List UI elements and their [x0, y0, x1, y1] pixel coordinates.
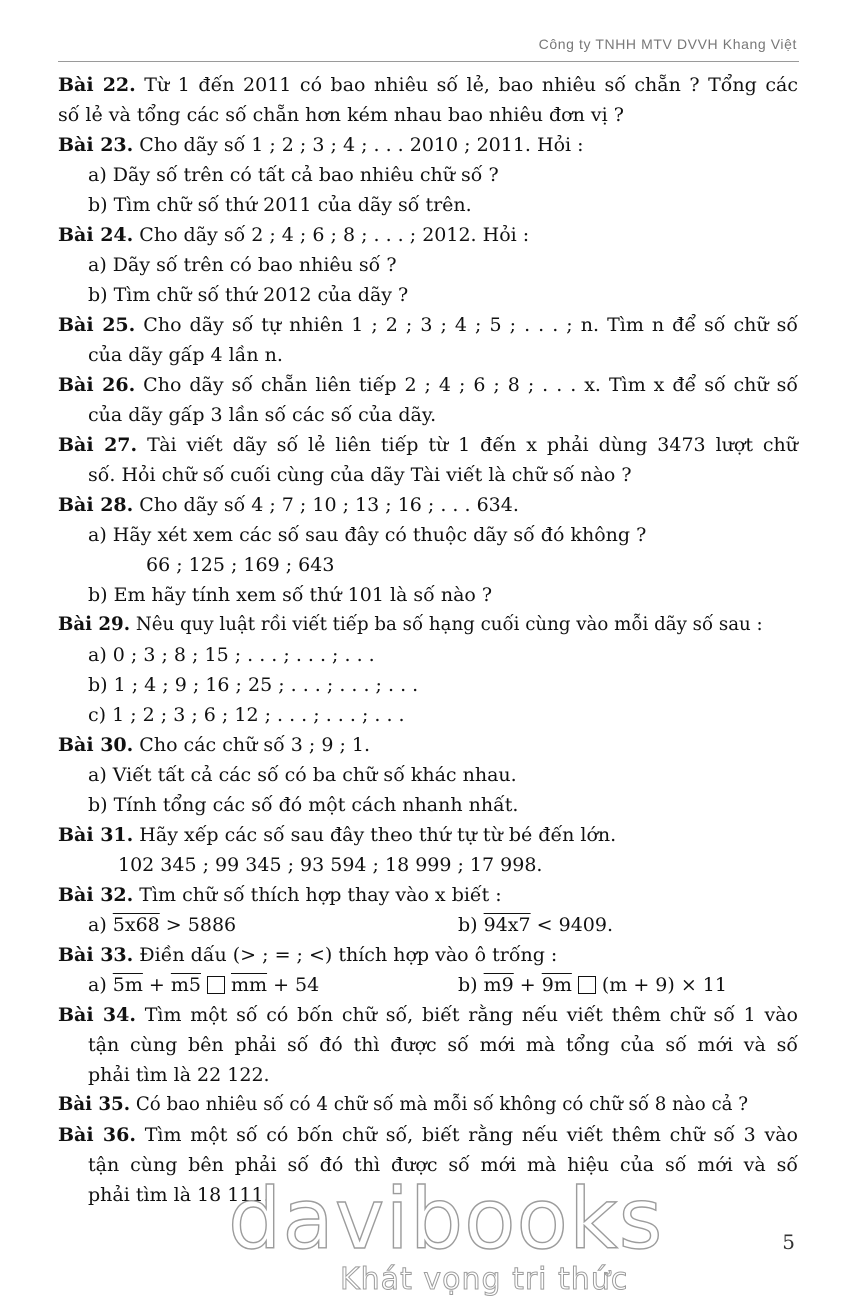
b24-label: Bài 24. [58, 224, 134, 246]
b33-a-plus: + [142, 974, 171, 996]
b34-line-2: tận cùng bên phải số đó thì được số mới mà tổng của số mới và số [88, 1034, 798, 1056]
b36-label: Bài 36. [58, 1124, 136, 1146]
b32-a-suffix: > 5886 [159, 914, 237, 936]
b23-label: Bài 23. [58, 134, 134, 156]
b22-text-1: Từ 1 đến 2011 có bao nhiêu số lẻ, bao nhiêu số chẵn ? Tổng các [135, 74, 798, 96]
b33-label: Bài 33. [58, 944, 134, 966]
b33-line-1 [58, 940, 798, 970]
b28-line-1 [58, 490, 798, 520]
b22-line-2 [58, 100, 798, 130]
b22-line-1 [58, 70, 798, 100]
b32-text-1: Tìm chữ số thích hợp thay vào x biết : [133, 884, 502, 906]
b29-part-c: c) 1 ; 2 ; 3 ; 6 ; 12 ; . . . ; . . . ; . . . [88, 704, 405, 726]
b32-a-overline-number: 5x68 [112, 914, 160, 936]
b32-b [458, 910, 613, 940]
b30-text-1: Cho các chữ số 3 ; 9 ; 1. [133, 734, 371, 756]
b36-text-1: Tìm một số có bốn chữ số, biết rằng nếu viết thêm chữ số 3 vào [135, 1124, 798, 1146]
answer-box[interactable] [207, 976, 225, 994]
b34-label: Bài 34. [58, 1004, 136, 1026]
b32-a-prefix: a) [88, 914, 113, 936]
b32-label: Bài 32. [58, 884, 134, 906]
b24-text-1: Cho dãy số 2 ; 4 ; 6 ; 8 ; . . . ; 2012. Hỏi : [133, 224, 530, 246]
b33-b [458, 970, 727, 1000]
b29-text-1: Nêu quy luật rồi viết tiếp ba số hạng cuối cùng vào mỗi dãy số sau : [130, 614, 763, 635]
b34-text-1: Tìm một số có bốn chữ số, biết rằng nếu viết thêm chữ số 1 vào [135, 1004, 798, 1026]
b35-label: Bài 35. [58, 1094, 131, 1115]
page-number: 5 [782, 1230, 795, 1254]
b31-line-1 [58, 820, 798, 850]
b36-line-3: phải tìm là 18 111. [88, 1184, 270, 1206]
b27-text-1: Tài viết dãy số lẻ liên tiếp từ 1 đến x phải dùng 3473 lượt chữ [137, 434, 799, 456]
b28-part-b: b) Em hãy tính xem số thứ 101 là số nào ? [88, 584, 493, 606]
watermark-logo: davibooks [228, 1170, 664, 1268]
b36-line-2: tận cùng bên phải số đó thì được số mới mà hiệu của số mới và số [88, 1154, 798, 1176]
b28-label: Bài 28. [58, 494, 134, 516]
b24-part-b: b) Tìm chữ số thứ 2012 của dãy ? [88, 284, 409, 306]
b33-a-overline-1: 5m [112, 974, 143, 996]
b29-label: Bài 29. [58, 614, 131, 635]
b32-b-suffix: < 9409. [530, 914, 614, 936]
b32-b-overline-number: 94x7 [483, 914, 531, 936]
b25-label: Bài 25. [58, 314, 136, 336]
b27-label: Bài 27. [58, 434, 138, 456]
b31-label: Bài 31. [58, 824, 134, 846]
b23-part-b: b) Tìm chữ số thứ 2011 của dãy số trên. [88, 194, 472, 216]
b30-line-1 [58, 730, 798, 760]
b24-line-1 [58, 220, 798, 250]
b27-line-2: số. Hỏi chữ số cuối cùng của dãy Tài viết là chữ số nào ? [88, 464, 632, 486]
b22-label: Bài 22. [58, 74, 136, 96]
b27-line-1 [58, 430, 798, 460]
b32-line-1 [58, 880, 798, 910]
b33-b-overline-1: m9 [483, 974, 514, 996]
answer-box[interactable] [578, 976, 596, 994]
b34-line-3: phải tìm là 22 122. [88, 1064, 270, 1086]
b31-numbers: 102 345 ; 99 345 ; 93 594 ; 18 999 ; 17 998. [118, 854, 543, 876]
b32-parts [58, 910, 798, 940]
b32-b-prefix: b) [458, 914, 484, 936]
b35-line-1 [58, 1090, 798, 1120]
b30-label: Bài 30. [58, 734, 134, 756]
b26-text-1: Cho dãy số chẵn liên tiếp 2 ; 4 ; 6 ; 8 ; . . . x. Tìm x để số chữ số [135, 374, 799, 396]
b26-label: Bài 26. [58, 374, 136, 396]
b23-line-1 [58, 130, 798, 160]
b28-numbers: 66 ; 125 ; 169 ; 643 [146, 554, 335, 576]
b33-a-suffix: + 54 [267, 974, 320, 996]
b25-line-2: của dãy gấp 4 lần n. [88, 344, 283, 366]
b33-a-overline-3: $\overline{mm}$ [231, 974, 268, 996]
exercise-list [58, 70, 798, 1210]
b34-line-1 [58, 1000, 798, 1030]
b24-part-a: a) Dãy số trên có bao nhiêu số ? [88, 254, 397, 276]
header-rule [58, 61, 799, 62]
b26-line-1 [58, 370, 798, 400]
b30-part-a: a) Viết tất cả các số có ba chữ số khác nhau. [88, 764, 517, 786]
b25-line-1 [58, 310, 798, 340]
b33-b-suffix: (m + 9) × 11 [601, 974, 727, 996]
b30-part-b: b) Tính tổng các số đó một cách nhanh nhất. [88, 794, 519, 816]
b33-b-prefix: b) [458, 974, 484, 996]
b28-part-a: a) Hãy xét xem các số sau đây có thuộc dãy số đó không ? [88, 524, 647, 546]
b33-b-plus: + [513, 974, 542, 996]
b29-part-a: a) 0 ; 3 ; 8 ; 15 ; . . . ; . . . ; . . . [88, 644, 375, 666]
b22-text-2: số lẻ và tổng các số chẵn hơn kém nhau bao nhiêu đơn vị ? [58, 104, 624, 126]
running-header: Công ty TNHH MTV DVVH Khang Việt [538, 36, 797, 52]
watermark-tagline: Khát vọng tri thức [340, 1262, 629, 1297]
b33-text-1: Điền dấu (> ; = ; <) thích hợp vào ô trống : [133, 944, 558, 966]
b36-line-1 [58, 1120, 798, 1150]
b33-parts [58, 970, 798, 1000]
b29-line-1 [58, 610, 798, 640]
b26-line-2: của dãy gấp 3 lần số các số của dãy. [88, 404, 437, 426]
b33-a-overline-2: m5 [170, 974, 201, 996]
b29-part-b: b) 1 ; 4 ; 9 ; 16 ; 25 ; . . . ; . . . ; . . . [88, 674, 419, 696]
b31-text-1: Hãy xếp các số sau đây theo thứ tự từ bé đến lớn. [133, 824, 617, 846]
b23-text-1: Cho dãy số 1 ; 2 ; 3 ; 4 ; . . . 2010 ; 2011. Hỏi : [133, 134, 584, 156]
b23-part-a: a) Dãy số trên có tất cả bao nhiêu chữ số ? [88, 164, 499, 186]
b28-text-1: Cho dãy số 4 ; 7 ; 10 ; 13 ; 16 ; . . . 634. [133, 494, 519, 516]
b25-text-1: Cho dãy số tự nhiên 1 ; 2 ; 3 ; 4 ; 5 ; . . . ; n. Tìm n để số chữ số [135, 314, 798, 336]
b33-b-overline-2: 9m [541, 974, 572, 996]
b33-a-prefix: a) [88, 974, 113, 996]
b35-text-1: Có bao nhiêu số có 4 chữ số mà mỗi số không có chữ số 8 nào cả ? [130, 1094, 749, 1115]
